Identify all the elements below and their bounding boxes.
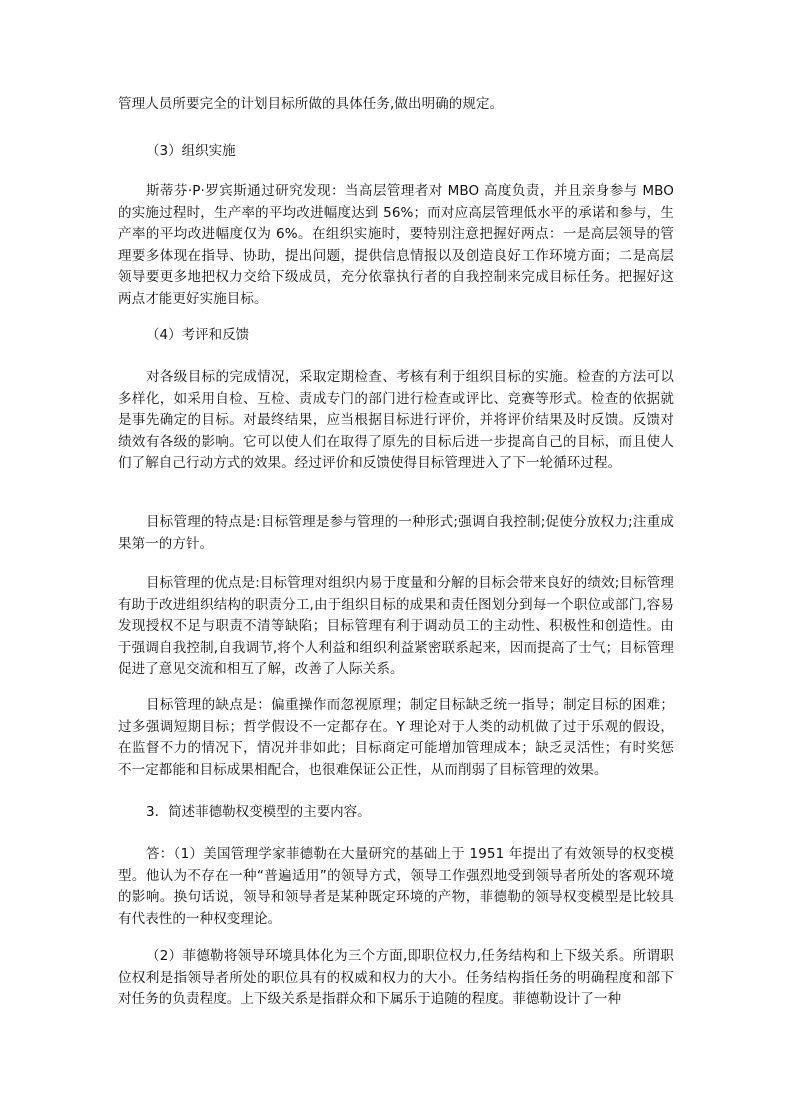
paragraph-continuation: 管理人员所要完全的计划目标所做的具体任务,做出明确的规定。 [118,96,504,112]
paragraph-answer-2: （2）菲德勒将领导环境具体化为三个方面,即职位权力,任务结构和上下级关系。所谓职位权利是指领导者所处的职位具有的权威和权力的大小。任务结构指任务的明确程度和部下对任务的负责程度。上下级关系是指群众和下属乐于追随的程度。菲德勒设计了一种 [118,948,674,1007]
section-heading-evaluation-feedback: （4）考评和反馈 [146,327,250,343]
paragraph-mbo-advantages: 目标管理的优点是:目标管理对组织内易于度量和分解的目标会带来良好的绩效;目标管理有助于改进组织结构的职责分工,由于组织目标的成果和责任图划分到每一个职位或部门,容易发现授权不足与职责不清等缺陷；目标管理有利于调动员工的主动性、积极性和创造性。由于强调自我控制,自我调节,将个人利益和组织利益紧密联系起来，因而提高了士气；目标管理促进了意见交流和相互了解，改善了人际关系。 [118,575,674,677]
paragraph-answer-1: 答：（1）美国管理学家菲德勒在大量研究的基础上于 1951 年提出了有效领导的权变模型。他认为不存在一种“普遍适用”的领导方式，领导工作强烈地受到领导者所处的客观环境的影响。换句话说，领导和领导者是某种既定环境的产物，菲德勒的领导权变模型是比较具有代表性的一种权变理论。 [118,846,674,927]
paragraph-mbo-disadvantages: 目标管理的缺点是：偏重操作而忽视原理；制定目标缺乏统一指导；制定目标的困难；过多强调短期目标；哲学假设不一定都存在。Y 理论对于人类的动机做了过于乐观的假设，在监督不力的情况下，情况并非如此；目标商定可能增加管理成本；缺乏灵活性；有时奖惩不一定都能和目标成果相配合，也很难保证公正性，从而削弱了目标管理的效果。 [118,697,674,778]
section-heading-organization-implementation: （3）组织实施 [146,143,236,159]
question-heading-fiedler-model: 3．简述菲德勒权变模型的主要内容。 [146,804,371,820]
paragraph-evaluation: 对各级目标的完成情况，采取定期检查、考核有利于组织目标的实施。检查的方法可以多样化，如采用自检、互检、责成专门的部门进行检查或评比、竞赛等形式。检查的依据就是事先确定的目标。对最终结果，应当根据目标进行评价，并将评价结果及时反馈。反馈对绩效有各级的影响。它可以使人们在取得了原先的目标后进一步提高自己的目标，而且使人们了解自己行动方式的效果。经过评价和反馈使得目标管理进入了下一轮循环过程。 [118,369,674,471]
paragraph-implementation: 斯蒂芬·P·罗宾斯通过研究发现：当高层管理者对 MBO 高度负责，并且亲身参与 MBO 的实施过程时，生产率的平均改进幅度达到 56%；而对应高层管理低水平的承诺和参与，生产率的平均改进幅度仅为 6%。在组织实施时，要特别注意把握好两点：一是高层领导的管理要多体现在指导、协助，提出问题，提供信息情报以及创造良好工作环境方面；二是高层领导要更多地把权力交给下级成员，充分依靠执行者的自我控制来完成目标任务。把握好这两点才能更好实施目标。 [118,183,674,307]
paragraph-mbo-characteristics: 目标管理的特点是:目标管理是参与管理的一种形式;强调自我控制;促使分放权力;注重成果第一的方针。 [118,514,674,552]
